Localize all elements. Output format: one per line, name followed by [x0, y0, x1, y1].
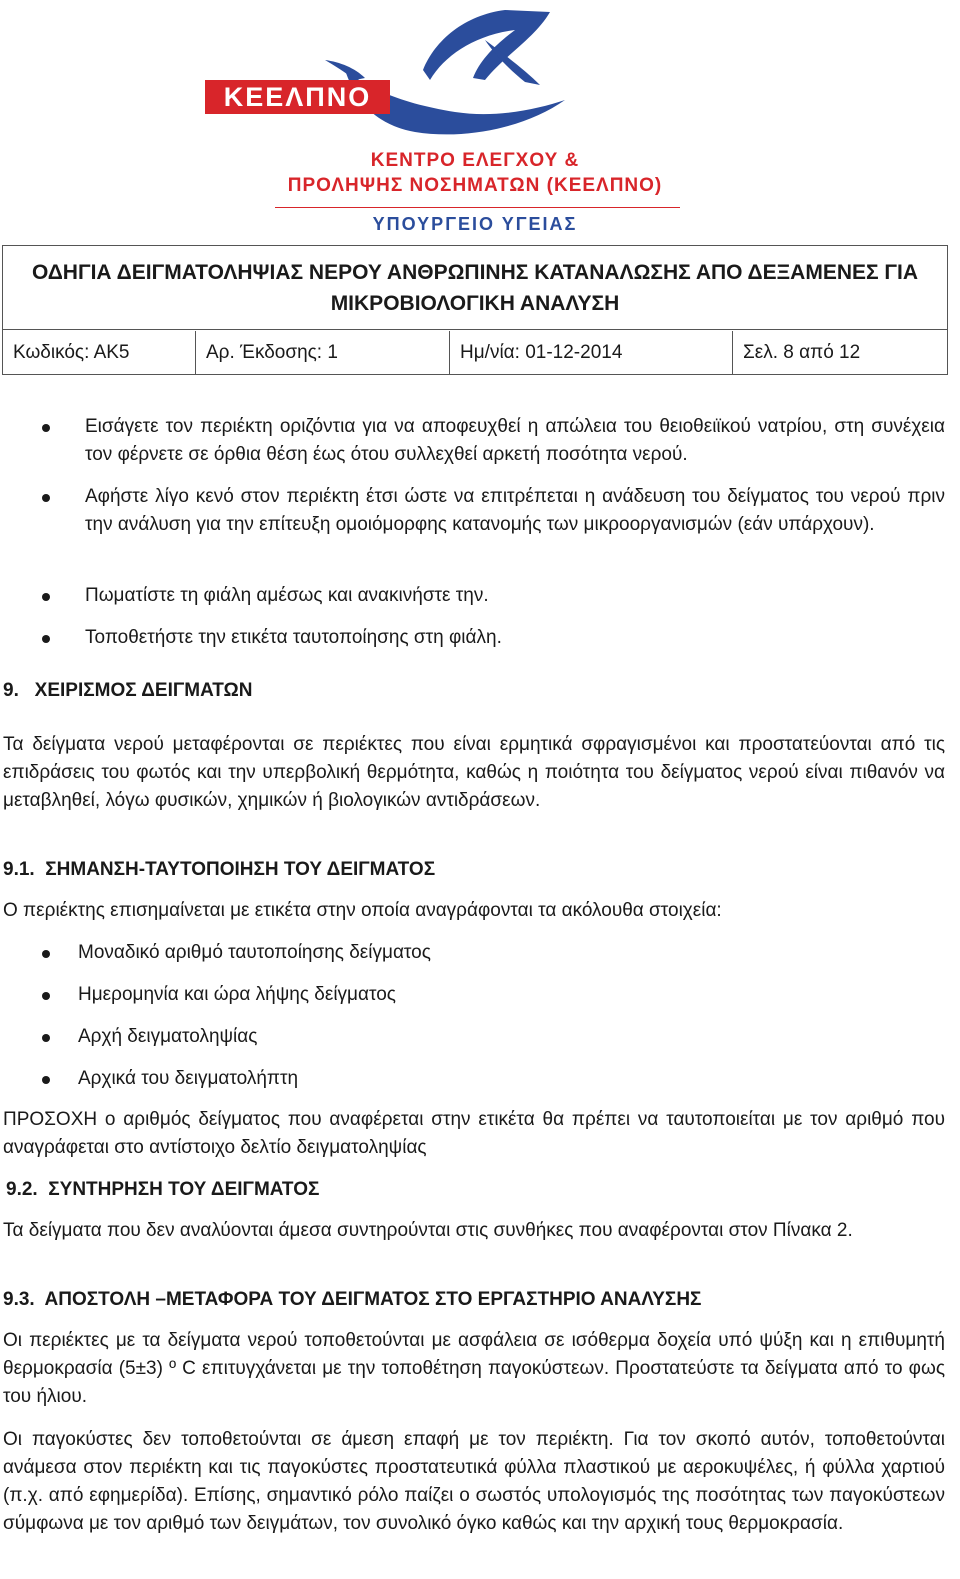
- bullet-marker: [42, 1034, 50, 1042]
- list-item: Εισάγετε τον περιέκτη οριζόντια για να αποφευχθεί η απώλεια του θειοθειϊκού νατρίου, στη συνέχεια τον φέρνετε σε όρθια θέση έως ότου συλλεχθεί αρκετή ποσότητα νερού.: [85, 416, 945, 465]
- section-heading-9-3: 9.3. ΑΠΟΣΤΟΛΗ –ΜΕΤΑΦΟΡΑ ΤΟΥ ΔΕΙΓΜΑΤΟΣ ΣΤΟ ΕΡΓΑΣΤΗΡΙΟ ΑΝΑΛΥΣΗΣ: [3, 1289, 702, 1310]
- logo-line-2: ΠΡΟΛΗΨΗΣ ΝΟΣΗΜΑΤΩΝ (ΚΕΕΛΠΝΟ): [287, 175, 663, 196]
- document-date: Ημ/νία: 01-12-2014: [450, 331, 733, 375]
- organization-logo: [205, 0, 745, 240]
- document-header-table: [2, 245, 948, 375]
- document-title: [3, 246, 947, 330]
- bullet-marker: [42, 950, 50, 958]
- list-item: Αφήστε λίγο κενό στον περιέκτη έτσι ώστε να επιτρέπεται η ανάδευση του δείγματος του νερού πριν την ανάλυση για την επίτευξη ομοιόμορφης κατανομής των μικροοργανισμών (εάν υπάρχουν).: [85, 486, 945, 535]
- list-item: Πωματίστε τη φιάλη αμέσως και ανακινήστε την.: [85, 585, 489, 606]
- section-9-3-paragraph-1: Οι περιέκτες με τα δείγματα νερού τοποθετούνται με ασφάλεια σε ισόθερμα δοχεία υπό ψύξη και η επιθυμητή θερμοκρασία (5±3) º C επιτυγχάνεται με την τοποθέτηση παγοκύστεων. Προστατεύστε τα δείγματα από το φως του ήλιου.: [3, 1330, 945, 1407]
- bullet-marker: [42, 635, 50, 643]
- logo-line-3: ΥΠΟΥΡΓΕΙΟ ΥΓΕΙΑΣ: [372, 214, 578, 234]
- bullet-marker: [42, 593, 50, 601]
- section-9-paragraph: Τα δείγματα νερού μεταφέρονται σε περιέκτες που είναι ερμητικά σφραγισμένοι και προστατεύονται από τις επιδράσεις του φωτός και την υπερβολική θερμότητα, καθώς η ποιότητα του δείγματος νερού είναι πιθανόν να μεταβληθεί, λόγω φυσικών, χημικών ή βιολογικών αντιδράσεων.: [3, 734, 945, 811]
- section-9-1-note: ΠΡΟΣΟΧΗ ο αριθμός δείγματος που αναφέρεται στην ετικέτα θα πρέπει να ταυτοποιείται με τον αριθμό που αναγράφεται στο αντίστοιχο δελτίο δειγματοληψίας: [3, 1109, 945, 1158]
- list-item: Αρχικά του δειγματολήπτη: [78, 1068, 299, 1089]
- bullet-marker: [42, 1076, 50, 1084]
- logo-brand-text: ΚΕΕΛΠΝΟ: [223, 82, 372, 112]
- section-heading-9-2: 9.2. ΣΥΝΤΗΡΗΣΗ ΤΟΥ ΔΕΙΓΜΑΤΟΣ: [6, 1179, 320, 1200]
- list-item: Μοναδικό αριθμό ταυτοποίησης δείγματος: [78, 942, 431, 963]
- section-9-1-intro: Ο περιέκτης επισημαίνεται με ετικέτα στην οποία αναγράφονται τα ακόλουθα στοιχεία:: [3, 900, 722, 921]
- document-title-line-1: ΟΔΗΓΙΑ ΔΕΙΓΜΑΤΟΛΗΨΙΑΣ ΝΕΡΟΥ ΑΝΘΡΩΠΙΝΗΣ ΚΑΤΑΝΑΛΩΣΗΣ ΑΠΟ ΔΕΞΑΜΕΝΕΣ ΓΙΑ: [31, 261, 919, 284]
- section-9-2-paragraph: Τα δείγματα που δεν αναλύονται άμεσα συντηρούνται στις συνθήκες που αναφέρονται στον Πίνακα 2.: [3, 1220, 853, 1241]
- bullet-marker: [42, 494, 50, 502]
- logo-divider: [275, 207, 680, 208]
- document-code: Κωδικός: ΑΚ5: [3, 331, 196, 375]
- section-9-3-paragraph-2: Οι παγοκύστες δεν τοποθετούνται σε άμεση επαφή με τον περιέκτη. Για τον σκοπό αυτόν, τοποθετούνται ανάμεσα στον περιέκτη και τις παγοκύστες προστατευτικά φύλλα πλαστικού με αεροκυψέλες, ή φύλλα χαρτιού (π.χ. από εφημερίδα). Επίσης, σημαντικό ρόλο παίζει ο σωστός υπολογισμός της ποσότητας των παγοκύστεων σύμφωνα με τον αριθμό των δειγμάτων, τον συνολικό όγκο καθώς και την αρχική τους θερμοκρασία.: [3, 1429, 945, 1534]
- document-title-line-2: ΜΙΚΡΟΒΙΟΛΟΓΙΚΗ ΑΝΑΛΥΣΗ: [330, 292, 620, 315]
- logo-line-1: ΚΕΝΤΡΟ ΕΛΕΓΧΟΥ &: [370, 150, 580, 171]
- section-heading-9-1: 9.1. ΣΗΜΑΝΣΗ-ΤΑΥΤΟΠΟΙΗΣΗ ΤΟΥ ΔΕΙΓΜΑΤΟΣ: [3, 859, 436, 880]
- section-heading-9: 9. ΧΕΙΡΙΣΜΟΣ ΔΕΙΓΜΑΤΩΝ: [3, 680, 253, 701]
- bullet-marker: [42, 424, 50, 432]
- list-item: Τοποθετήστε την ετικέτα ταυτοποίησης στη φιάλη.: [85, 627, 502, 648]
- list-item: Ημερομηνία και ώρα λήψης δείγματος: [78, 984, 396, 1005]
- list-item: Αρχή δειγματοληψίας: [78, 1026, 258, 1047]
- page-number: Σελ. 8 από 12: [743, 342, 861, 363]
- dove-icon: [205, 0, 745, 150]
- document-edition: Αρ. Έκδοσης: 1: [196, 331, 450, 375]
- bullet-marker: [42, 992, 50, 1000]
